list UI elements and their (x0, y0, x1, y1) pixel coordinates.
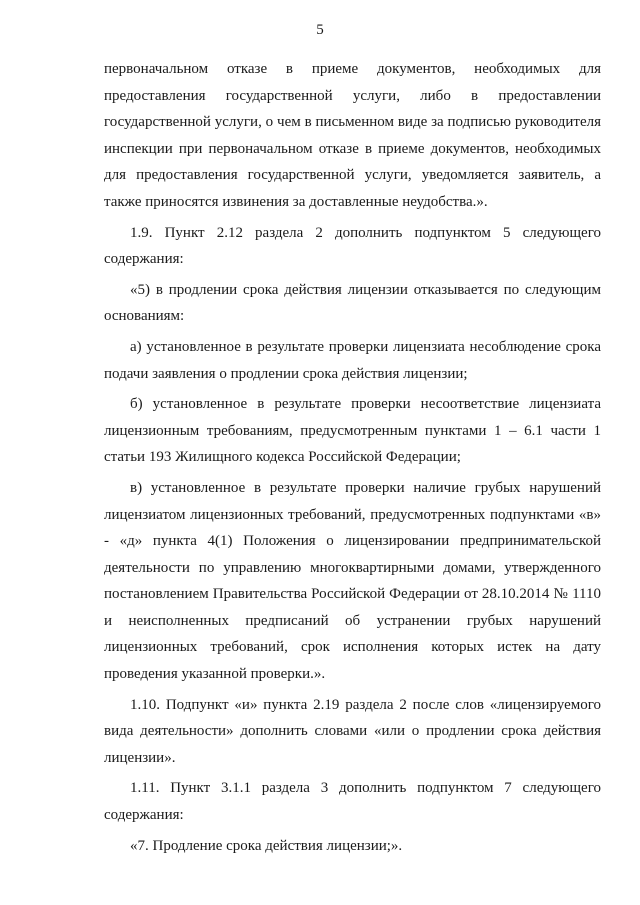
paragraph-line: - «д» пункта 4(1) Положения о лицензировании предпринимательской (104, 533, 601, 550)
paragraph (104, 833, 601, 860)
paragraph-line: а) установленное в результате проверки лицензиата несоблюдение срока (130, 338, 601, 355)
paragraph-line: и неисполненных предписаний об устранении грубых нарушений (104, 612, 601, 629)
paragraph-line: деятельности по управлению многоквартирными домами, утвержденного (104, 559, 601, 576)
paragraph-line: предоставления государственной услуги, либо в предоставлении (104, 87, 601, 104)
paragraph-line: 1.10. Подпункт «и» пункта 2.19 раздела 2 после слов «лицензируемого (130, 696, 601, 713)
paragraph (104, 775, 601, 828)
paragraph-line: подачи заявления о продлении срока действия лицензии; (104, 365, 468, 382)
paragraph-line: содержания: (104, 807, 184, 824)
paragraph-line: в) установленное в результате проверки наличие грубых нарушений (130, 479, 601, 496)
paragraph-line: лицензиатом лицензионных требований, предусмотренных подпунктами «в» (104, 506, 601, 523)
paragraph-line: вида деятельности» дополнить словами «или о продлении срока действия (104, 723, 601, 740)
paragraph (104, 475, 601, 688)
paragraph-line: «7. Продление срока действия лицензии;». (130, 837, 403, 854)
paragraph (104, 277, 601, 330)
paragraph-line: первоначальном отказе в приеме документов, необходимых для (104, 61, 601, 77)
paragraph-line: лицензионным требованиям, предусмотренным пунктами 1 – 6.1 части 1 (104, 422, 601, 439)
paragraph-line: основаниям: (104, 308, 185, 325)
paragraph-line: «5) в продлении срока действия лицензии отказывается по следующим (130, 281, 601, 298)
paragraph (104, 56, 601, 216)
paragraph (104, 334, 601, 387)
paragraph (104, 391, 601, 471)
page-number: 5 (316, 22, 324, 38)
paragraph-line: 1.11. Пункт 3.1.1 раздела 3 дополнить подпунктом 7 следующего (130, 780, 601, 797)
paragraph-line: для предоставления государственной услуги, уведомляется заявитель, а (104, 167, 601, 184)
paragraph-line: инспекции при первоначальном отказе в приеме документов, необходимых (104, 140, 601, 157)
paragraph-line: государственной услуги, о чем в письменном виде за подписью руководителя (104, 114, 601, 131)
paragraph-line: содержания: (104, 251, 184, 268)
paragraph-line: статьи 193 Жилищного кодекса Российской Федерации; (104, 449, 461, 466)
document-body (104, 56, 601, 859)
paragraph-line: также приносятся извинения за доставленные неудобства.». (104, 193, 488, 210)
paragraph-line: постановлением Правительства Российской Федерации от 28.10.2014 № 1110 (104, 586, 601, 603)
paragraph-line: проведения указанной проверки.». (104, 666, 326, 683)
paragraph (104, 220, 601, 273)
paragraph-line: лицензионных требований, срок исполнения которых истек на дату (104, 639, 601, 656)
paragraph (104, 692, 601, 772)
paragraph-line: б) установленное в результате проверки несоответствие лицензиата (130, 396, 601, 413)
paragraph-line: лицензии». (104, 749, 176, 766)
paragraph-line: 1.9. Пункт 2.12 раздела 2 дополнить подпунктом 5 следующего (130, 224, 601, 241)
